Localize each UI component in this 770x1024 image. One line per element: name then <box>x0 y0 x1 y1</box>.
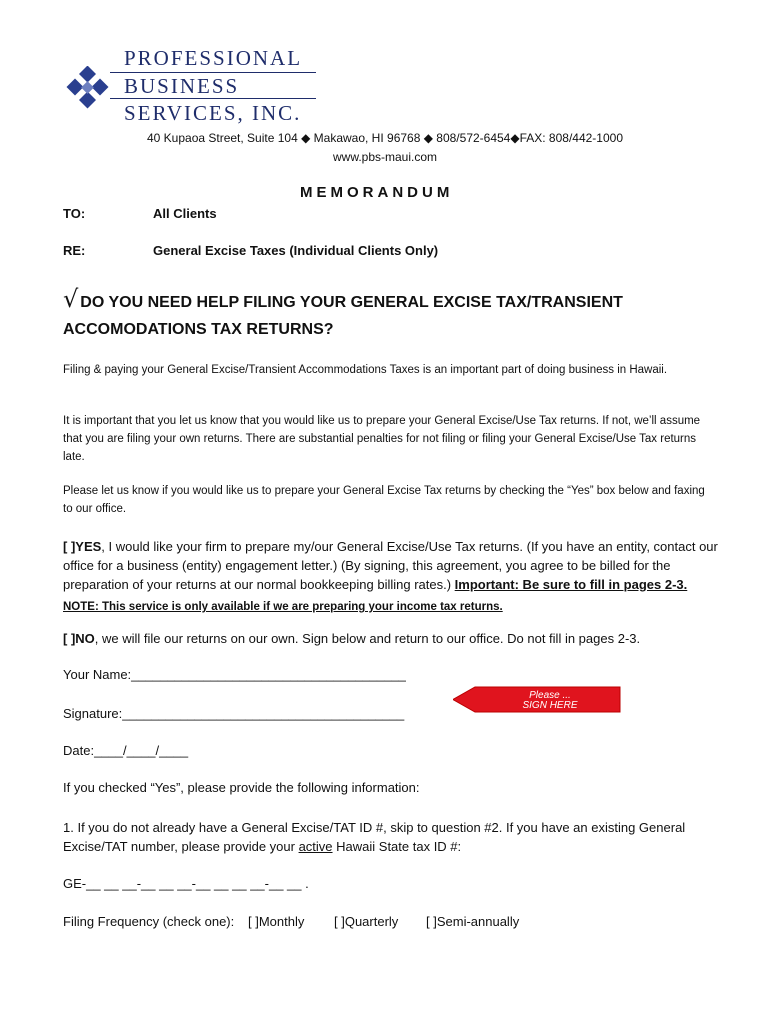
no-label: NO <box>75 631 95 646</box>
paragraph-important: It is important that you let us know that you would like us to prepare your General Excise/Use Tax returns. If not, we’ll assume that you are filing your own returns. There are substantial penalties for not filing or filing your General Excise/Use Tax returns late. <box>63 415 701 463</box>
signature-field[interactable]: Signature:_______________________________________ <box>63 706 405 721</box>
yes-note: NOTE: This service is only available if we are preparing your income tax returns. <box>63 601 503 613</box>
checkmark-icon: √ <box>63 285 79 313</box>
memo-title: MEMORANDUM <box>300 184 454 201</box>
logo-rule <box>110 72 316 73</box>
to-value: All Clients <box>153 206 217 221</box>
address-line: 40 Kupaoa Street, Suite 104 ◆ Makawao, HI 96768 ◆ 808/572-6454◆FAX: 808/442-1000 <box>146 131 623 145</box>
logo-rule <box>110 98 316 99</box>
no-checkbox[interactable]: [ ] <box>63 631 76 646</box>
yes-text: , I would like your firm to prepare my/our General Excise/Use Tax returns. (If you have an entity, contact our office for a business (entity) engagement letter.) (By signing, this agreement, you agree to be billed for the preparation of your returns at our normal bookkeeping billing rates.) <box>63 539 718 592</box>
sign-here-arrow <box>453 686 621 713</box>
headline-text: DO YOU NEED HELP FILING YOUR GENERAL EXCISE TAX/TRANSIENT ACCOMODATIONS TAX RETURNS? <box>63 294 623 338</box>
re-label: RE: <box>63 243 86 258</box>
logo-text-business: BUSINESS <box>124 74 240 98</box>
filing-frequency-label: Filing Frequency (check one): <box>63 914 235 929</box>
re-value: General Excise Taxes (Individual Clients Only) <box>153 243 439 258</box>
date-field[interactable]: Date:____/____/____ <box>63 743 189 758</box>
logo-text-services: SERVICES, INC. <box>124 101 302 125</box>
sign-here-line1: Please ... <box>529 690 571 701</box>
followup-intro: If you checked “Yes”, please provide the following information: <box>63 780 420 795</box>
question-1-suffix: Hawaii State tax ID #: <box>332 839 462 854</box>
yes-important: Important: Be sure to fill in pages 2-3. <box>454 577 688 592</box>
website-link[interactable]: www.pbs-maui.com <box>332 150 438 164</box>
no-option <box>63 629 718 648</box>
your-name-field[interactable]: Your Name:______________________________________ <box>63 667 406 682</box>
to-label: TO: <box>63 206 86 221</box>
quarterly-checkbox[interactable]: [ ]Quarterly <box>334 914 399 929</box>
semiannual-checkbox[interactable]: [ ]Semi-annually <box>426 914 520 929</box>
ge-id-field[interactable]: GE-__ __ __-__ __ __-__ __ __ __-__ __ . <box>63 876 309 891</box>
question-1 <box>63 818 718 856</box>
yes-label: YES <box>75 539 102 554</box>
yes-checkbox[interactable]: [ ] <box>63 539 76 554</box>
headline <box>63 286 723 343</box>
yes-option <box>63 537 718 617</box>
diamond-cluster-icon <box>66 66 110 110</box>
monthly-checkbox[interactable]: [ ]Monthly <box>248 914 305 929</box>
paragraph-intro: Filing & paying your General Excise/Transient Accommodations Taxes is an important part of doing business in Hawaii. <box>63 364 668 376</box>
paragraph-instructions: Please let us know if you would like us to prepare your General Excise Tax returns by checking the “Yes” box below and faxing to our office. <box>63 485 705 515</box>
sign-here-line2: SIGN HERE <box>522 700 578 711</box>
logo-text-professional: PROFESSIONAL <box>124 46 303 70</box>
no-text: , we will file our returns on our own. Sign below and return to our office. Do not fill in pages 2-3. <box>94 631 641 646</box>
active-emphasis: active <box>298 839 333 854</box>
question-1-text: 1. If you do not already have a General Excise/TAT ID #, skip to question #2. If you have an existing General Excise/TAT number, please provide your <box>63 820 686 854</box>
